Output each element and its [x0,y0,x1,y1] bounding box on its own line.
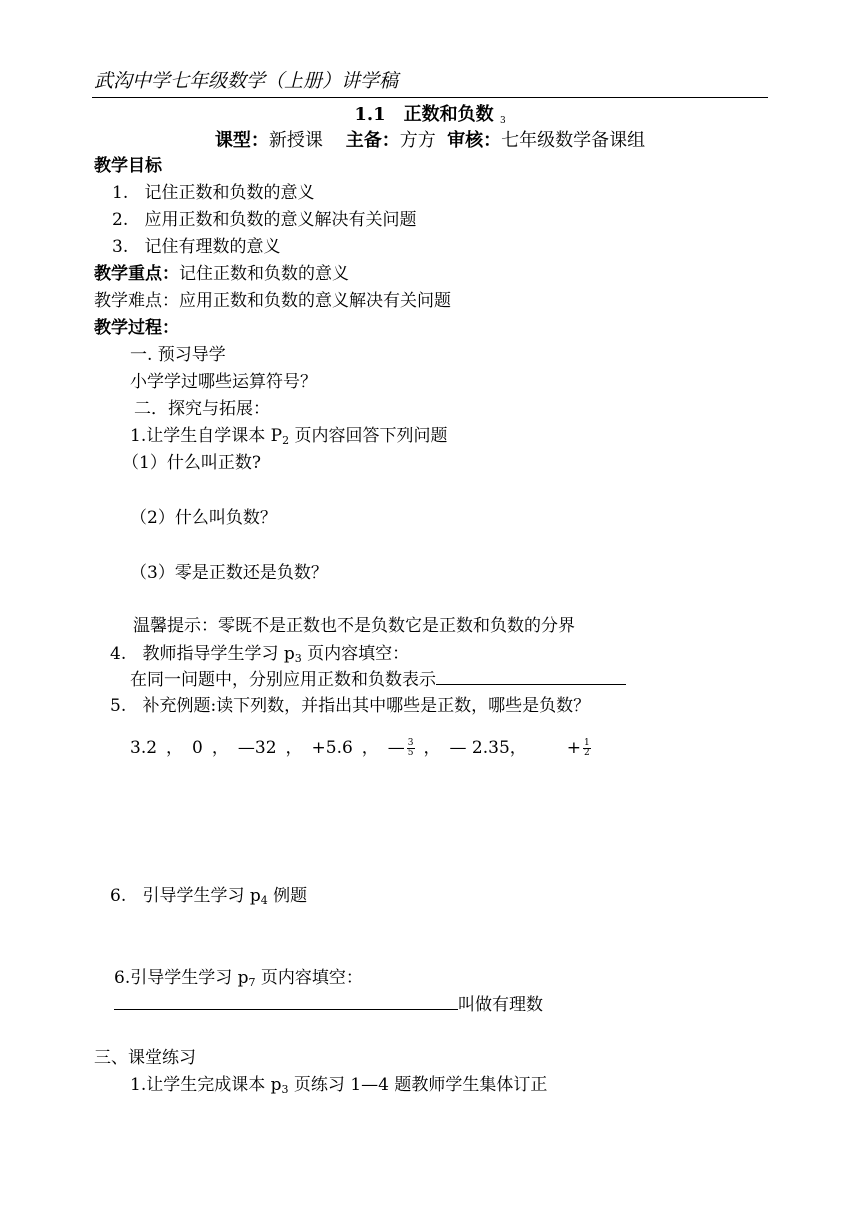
fill-blank[interactable] [114,1009,458,1010]
item-text: 教师指导学生学习 p [142,644,295,664]
header-rule [92,97,768,98]
tip: 温馨提示：零既不是正数也不是负数它是正数和负数的分界 [133,616,575,636]
process-heading: 教学过程： [94,318,179,338]
fraction [407,739,415,758]
number: +5.6 [311,738,353,758]
goal-item [112,237,280,257]
question-3: （3）零是正数还是负数？ [130,563,328,583]
item-4 [110,644,409,664]
goal-num: 1. [112,183,129,203]
separator: ， [423,738,441,758]
fill-text: 叫做有理数 [458,995,543,1015]
item-num: 4. [110,644,127,664]
lesson-title-sub: 3 [499,116,506,126]
fraction-numerator: 3 [407,738,414,748]
separator: ， [285,738,303,758]
separator: ， [211,738,229,758]
item-num: 6. [110,886,127,906]
number: 0 [192,738,203,758]
item-text: 引导学生学习 p [142,886,261,906]
fraction-denominator: 2 [584,748,590,758]
difficulty-label: 教学难点： [94,291,179,311]
item-6b-fill [114,995,543,1015]
goal-item [112,183,314,203]
separator: ， [361,738,379,758]
item-text: 1.让学生自学课本 P [130,426,283,446]
fill-blank[interactable] [436,684,626,685]
question-2: （2）什么叫负数？ [130,508,277,528]
review-label: 审核： [447,130,502,151]
number: —32 [237,738,277,758]
item-sub: 4 [260,894,268,907]
section-2-item-1 [130,426,447,446]
key-point-text: 记住正数和负数的意义 [179,264,349,284]
lesson-meta [0,130,860,152]
fraction-denominator: 5 [407,748,414,758]
item-6 [110,886,307,906]
fraction-numerator: 1 [584,738,590,748]
item-5 [110,696,590,716]
item-sub: 3 [281,1083,289,1096]
lesson-title-text: 1.1 正数和负数 [354,104,494,125]
item-text: 页练习 1—4 题教师学生集体订正 [288,1075,548,1095]
goal-num: 2. [112,210,129,230]
item-text: 页内容回答下列问题 [289,426,448,446]
item-sub: 3 [294,652,302,665]
type-value: 新授课 [268,130,323,151]
number: — 2.35， [449,738,527,758]
practice-heading: 三、课堂练习 [94,1048,196,1068]
fill-text: 在同一问题中，分别应用正数和负数表示 [130,670,436,690]
goal-num: 3. [112,237,129,257]
review-value: 七年级数学备课组 [501,130,646,151]
question-1: （1）什么叫正数? [122,453,261,473]
number-sign: — [387,738,405,758]
goal-text: 应用正数和负数的意义解决有关问题 [144,210,417,230]
author-value: 方方 [399,130,436,151]
separator: ， [166,738,184,758]
key-point-label: 教学重点： [94,264,179,284]
item-text: 1.让学生完成课本 p [130,1075,282,1095]
author-label: 主备： [345,130,400,151]
item-text: 6.引导学生学习 p [114,968,249,988]
item-text: 页内容填空： [301,644,410,664]
item-sub: 7 [248,976,256,989]
number-sign: + [566,738,582,758]
type-label: 课型： [214,130,269,151]
number: 3.2 [130,738,158,758]
difficulty-text: 应用正数和负数的意义解决有关问题 [179,291,451,311]
difficulty [94,291,451,311]
item-4-fill [130,670,626,690]
goal-item [112,210,416,230]
section-2-title: 二．探究与拓展： [134,399,270,419]
item-num: 5. [110,696,127,716]
goals-heading: 教学目标 [94,156,162,176]
section-1-title: 一. 预习导学 [130,345,226,365]
section-1-question: 小学学过哪些运算符号？ [130,372,317,392]
item-text: 页内容填空： [255,968,363,988]
goal-text: 记住有理数的意义 [144,237,281,257]
lesson-title [0,104,860,127]
item-text: 例题 [267,886,308,906]
key-point [94,264,349,284]
goal-text: 记住正数和负数的意义 [144,183,315,203]
header-title: 武沟中学七年级数学（上册）讲学稿 [94,70,399,92]
item-text: 补充例题:读下列数，并指出其中哪些是正数，哪些是负数？ [142,696,591,716]
number-list [130,738,591,758]
item-6b [114,968,363,988]
item-sub: 2 [282,434,290,447]
fraction [583,739,591,758]
practice-item-1 [130,1075,547,1095]
